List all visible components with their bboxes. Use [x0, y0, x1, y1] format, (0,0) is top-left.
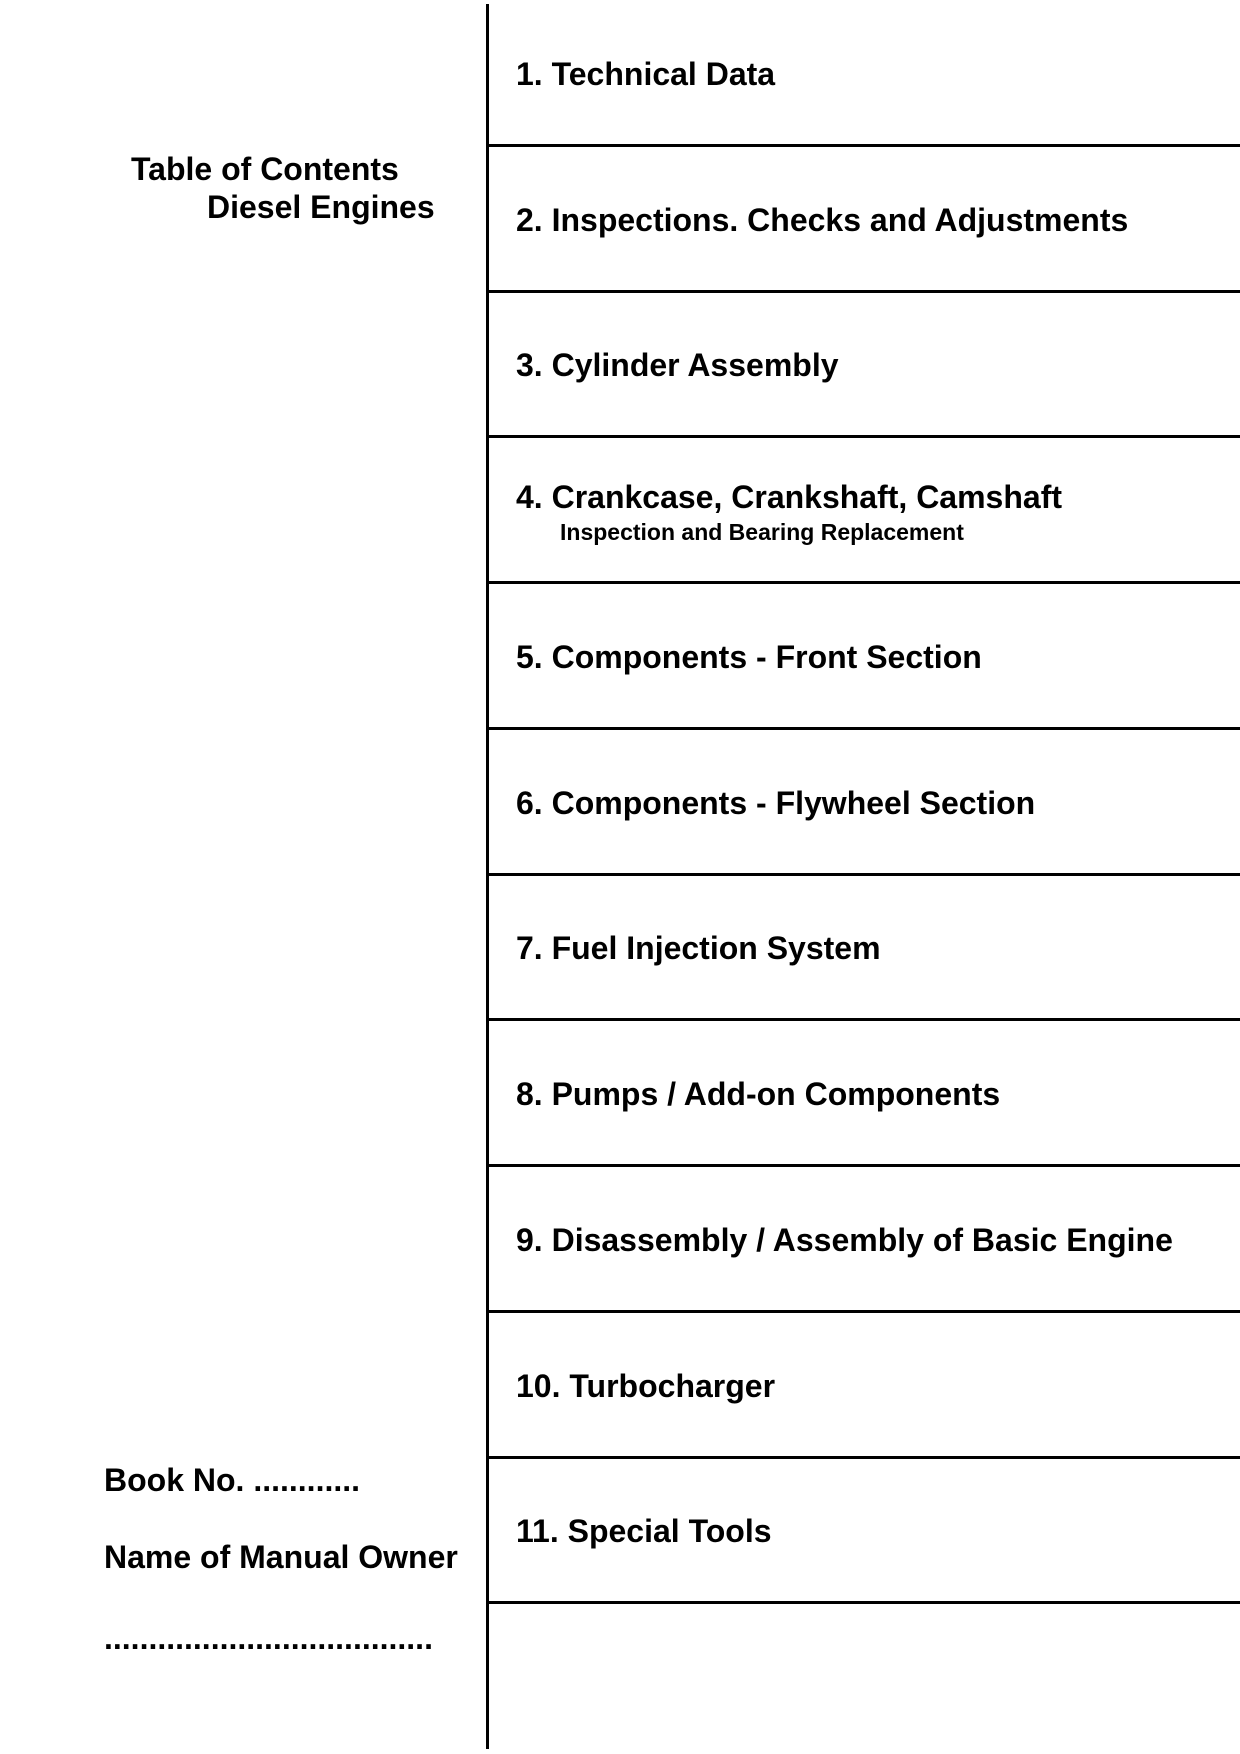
section-divider [486, 1018, 1240, 1021]
section-7-label[interactable]: 7. Fuel Injection System [516, 930, 881, 966]
section-6-label[interactable]: 6. Components - Flywheel Section [516, 785, 1036, 821]
section-11-label[interactable]: 11. Special Tools [516, 1513, 772, 1549]
section-divider [486, 727, 1240, 730]
section-divider [486, 1164, 1240, 1167]
section-divider [486, 435, 1240, 438]
section-divider [486, 290, 1240, 293]
section-2-label[interactable]: 2. Inspections. Checks and Adjustments [516, 202, 1129, 238]
section-10-label[interactable]: 10. Turbocharger [516, 1368, 776, 1404]
toc-title: Table of Contents [131, 151, 399, 187]
section-3-label[interactable]: 3. Cylinder Assembly [516, 347, 839, 383]
section-1-label[interactable]: 1. Technical Data [516, 56, 776, 92]
vertical-divider [486, 4, 489, 1749]
section-divider [486, 1310, 1240, 1313]
section-4-sublabel: Inspection and Bearing Replacement [560, 519, 964, 545]
section-4-label[interactable]: 4. Crankcase, Crankshaft, Camshaft [516, 479, 1062, 515]
section-divider [486, 144, 1240, 147]
section-5-label[interactable]: 5. Components - Front Section [516, 639, 982, 675]
manual-owner-blank: ..................................... [104, 1620, 433, 1656]
toc-subtitle: Diesel Engines [207, 189, 435, 225]
section-divider [486, 1601, 1240, 1604]
section-9-label[interactable]: 9. Disassembly / Assembly of Basic Engine [516, 1222, 1173, 1258]
book-number-label: Book No. ............ [104, 1462, 361, 1498]
section-divider [486, 1456, 1240, 1459]
section-divider [486, 873, 1240, 876]
manual-owner-label: Name of Manual Owner [104, 1539, 458, 1575]
section-divider [486, 581, 1240, 584]
section-8-label[interactable]: 8. Pumps / Add-on Components [516, 1076, 1001, 1112]
